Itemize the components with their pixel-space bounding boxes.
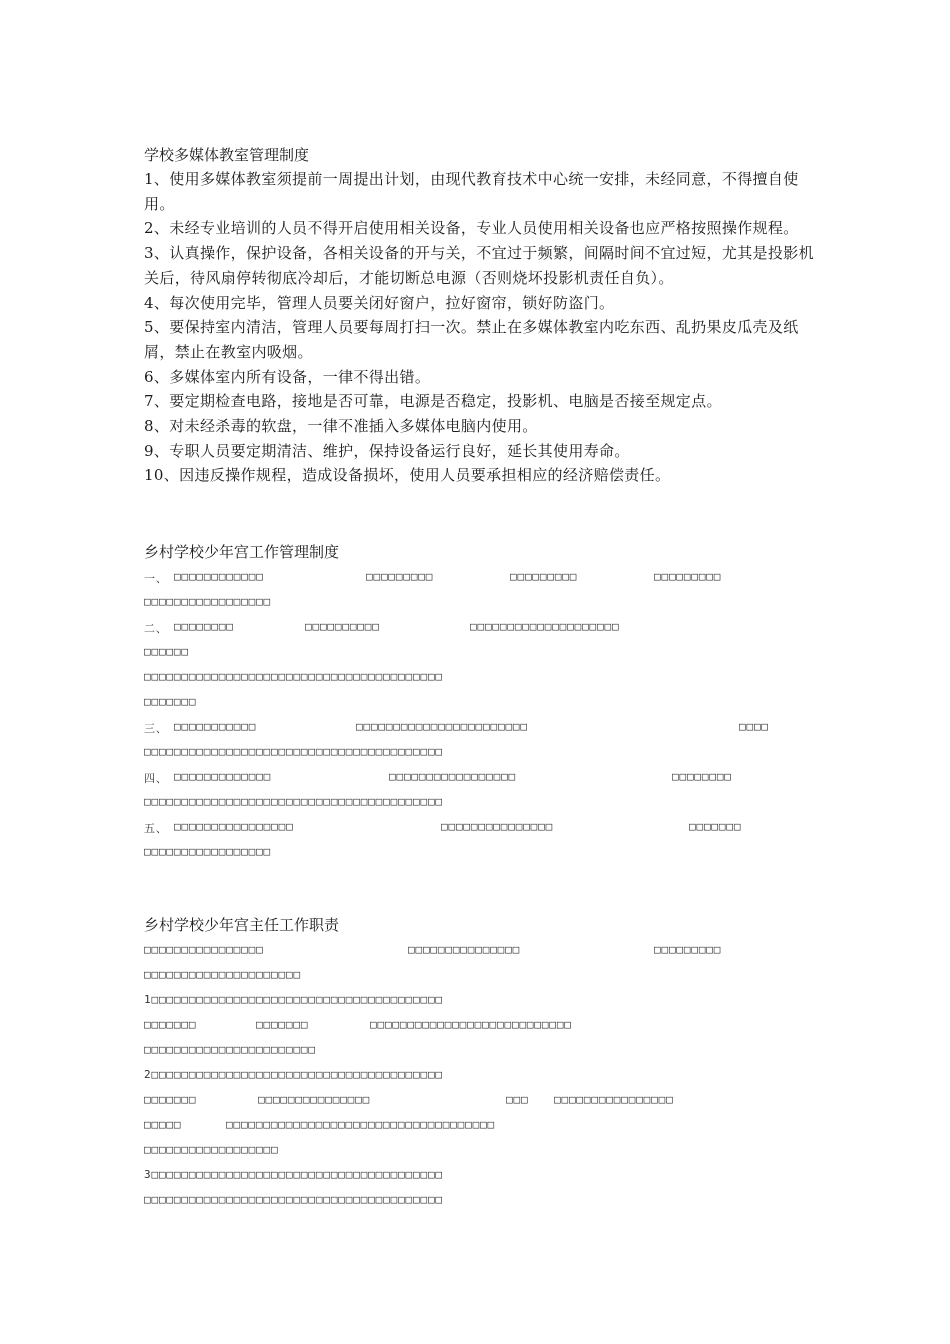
garbled-line (144, 714, 824, 739)
rule-item: 2、未经专业培训的人员不得开启使用相关设备，专业人员使用相关设备也应严格按照操作规程。 (144, 219, 799, 238)
garbled-segment: 四、 (144, 772, 168, 785)
garbled-line (144, 814, 824, 839)
rule-item: 1、使用多媒体教室须提前一周提出计划，由现代教育技术中心统一安排，未经同意，不得擅自使用。 (144, 170, 799, 213)
rule-item: 5、要保持室内清洁，管理人员要每周打扫一次。禁止在多媒体教室内吃东西、乱扔果皮瓜壳及纸屑，禁止在教室内吸烟。 (144, 318, 799, 361)
garbled-segment: □□□□□□□□□□□□□□□□□□□□□□□□□□□□□□□□□□□□□□□□ (144, 745, 443, 758)
section-multimedia-rules (144, 143, 816, 488)
garbled-segment: 2□□□□□□□□□□□□□□□□□□□□□□□□□□□□□□□□□□□□□□□ (144, 1068, 443, 1081)
garbled-line (144, 564, 824, 589)
garbled-segment: □□□□□□□□□□□□□□□□□□□□□ (144, 968, 301, 981)
garbled-segment: □□□□□□□□□□□□□□□□ (554, 1093, 674, 1106)
garbled-line (144, 614, 824, 639)
garbled-segment: □□□□□□□□□□□□□□□□ (174, 820, 294, 833)
garbled-segment: 一、 (144, 572, 168, 585)
section-title: 乡村学校少年宫工作管理制度 (144, 543, 340, 561)
section-title: 乡村学校少年宫主任工作职责 (144, 916, 340, 934)
garbled-segment: □□□□□□□□□□□□□□□ (408, 943, 521, 956)
garbled-segment: □□□□□□□□□□□□□□□□□□□□□□□□□□□ (370, 1018, 572, 1031)
garbled-segment: □□□□□□□□□□□□□□□□□□□□□□□□□□□□□□□□□□□□□□□□ (144, 1193, 443, 1206)
section-youth-palace-rules (144, 540, 824, 864)
rule-item: 7、要定期检查电路，接地是否可靠，电源是否稳定，投影机、电脑是否接至规定点。 (144, 392, 722, 411)
garbled-segment: □□□□□□□□□□□□□□□□□□□□□□□ (356, 720, 528, 733)
rule-item: 4、每次使用完毕，管理人员要关闭好窗户，拉好窗帘，锁好防盗门。 (144, 293, 615, 312)
garbled-segment: □□□□□□□□□□□□□□□□□□□□□□□□□□□□□□□□□□□□ (226, 1118, 496, 1131)
garbled-segment: □□□□□□□□□□□□□ (174, 770, 272, 783)
garbled-line (144, 1012, 824, 1037)
garbled-segment: □□□□□□□□□□ (305, 620, 380, 633)
garbled-segment: 五、 (144, 822, 168, 835)
garbled-segment: □□□□□□□□□□□□□□□□□□□□□□□ (144, 1043, 316, 1056)
garbled-line (144, 739, 824, 764)
garbled-segment: □□□□□□□□□ (510, 570, 578, 583)
section-director-duties (144, 913, 824, 1212)
garbled-line (144, 962, 824, 987)
rule-item: 3、认真操作，保护设备，各相关设备的开与关，不宜过于频繁，间隔时间不宜过短，尤其是投影机关后，待风扇停转彻底冷却后，才能切断总电源（否则烧坏投影机责任自负）。 (144, 244, 814, 287)
garbled-segment: □□□ (506, 1093, 529, 1106)
garbled-segment: □□□□□□□□□□□□□□□□□□□□□□□□□□□□□□□□□□□□□□□□ (144, 795, 443, 808)
garbled-segment: □□□□□□□ (689, 820, 742, 833)
garbled-segment: □□□□□□□□□□□□□□□ (258, 1093, 371, 1106)
garbled-line (144, 1187, 824, 1212)
garbled-segment: □□□□□□□□□□□□□□□ (441, 820, 554, 833)
garbled-line (144, 1162, 824, 1187)
garbled-line (144, 1137, 824, 1162)
garbled-line (144, 789, 824, 814)
garbled-segment: □□□□□□□ (144, 1093, 197, 1106)
garbled-segment: □□□□□□□□□□□□□□□□□ (389, 770, 517, 783)
garbled-line (144, 589, 824, 614)
garbled-segment: 1□□□□□□□□□□□□□□□□□□□□□□□□□□□□□□□□□□□□□□□ (144, 993, 443, 1006)
garbled-segment: □□□□□□□□□ (654, 570, 722, 583)
garbled-segment: □□□□□□□□□□□ (174, 720, 257, 733)
garbled-line (144, 1087, 824, 1112)
garbled-segment: □□□□□□□□□□□□ (174, 570, 264, 583)
garbled-segment: □□□□□□□□□□□□□□□□□ (144, 595, 272, 608)
rule-item: 6、多媒体室内所有设备，一律不得出错。 (144, 367, 431, 386)
garbled-segment: □□□□□□□ (144, 695, 197, 708)
garbled-line (144, 839, 824, 864)
garbled-segment: □□□□□□□□ (672, 770, 732, 783)
garbled-segment: 三、 (144, 722, 168, 735)
garbled-segment: □□□□□□ (144, 645, 189, 658)
garbled-line (144, 937, 824, 962)
garbled-segment: □□□□□□□□□□□□□□□□□□ (144, 1143, 279, 1156)
garbled-line (144, 1112, 824, 1137)
garbled-segment: □□□□□□□ (256, 1018, 309, 1031)
garbled-line (144, 764, 824, 789)
garbled-segment: □□□□□ (144, 1118, 182, 1131)
garbled-segment: 二、 (144, 622, 168, 635)
garbled-line (144, 639, 824, 664)
garbled-segment: □□□□ (739, 720, 769, 733)
garbled-segment: □□□□□□□□□□□□□□□□□□□□ (470, 620, 620, 633)
garbled-segment: □□□□□□□□□ (366, 570, 434, 583)
garbled-line (144, 1062, 824, 1087)
rule-item: 10、因违反操作规程，造成设备损坏，使用人员要承担相应的经济赔偿责任。 (144, 466, 671, 485)
garbled-segment: □□□□□□□ (144, 1018, 197, 1031)
garbled-line (144, 664, 824, 689)
garbled-segment: 3□□□□□□□□□□□□□□□□□□□□□□□□□□□□□□□□□□□□□□□ (144, 1168, 443, 1181)
garbled-segment: □□□□□□□□□ (654, 943, 722, 956)
garbled-segment: □□□□□□□□ (174, 620, 234, 633)
garbled-line (144, 689, 824, 714)
garbled-line (144, 987, 824, 1012)
section-title: 学校多媒体教室管理制度 (144, 146, 310, 164)
garbled-segment: □□□□□□□□□□□□□□□□□ (144, 845, 272, 858)
garbled-segment: □□□□□□□□□□□□□□□□ (144, 943, 264, 956)
rule-item: 8、对未经杀毒的软盘，一律不准插入多媒体电脑内使用。 (144, 417, 538, 436)
garbled-line (144, 1037, 824, 1062)
garbled-segment: □□□□□□□□□□□□□□□□□□□□□□□□□□□□□□□□□□□□□□□□ (144, 670, 443, 683)
rule-item: 9、专职人员要定期清洁、维护，保持设备运行良好，延长其使用寿命。 (144, 441, 630, 460)
